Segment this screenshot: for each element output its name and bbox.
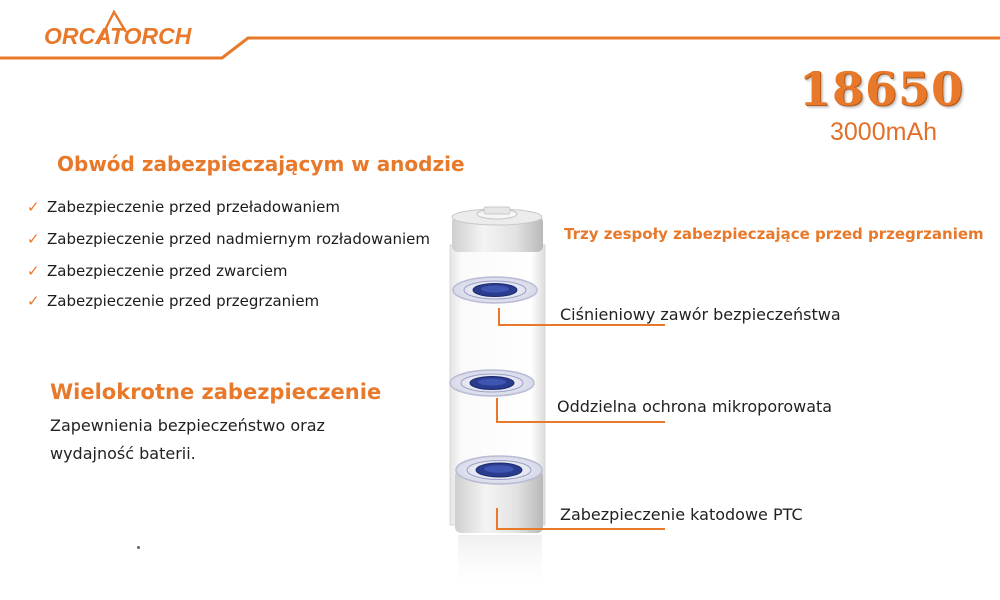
feature-label: Zabezpieczenie przed nadmiernym rozładowaniem (47, 230, 431, 248)
protection-disc (453, 277, 537, 303)
checkmark-icon: ✓ (27, 262, 40, 280)
feature-item (27, 262, 288, 280)
battery-illustration (400, 190, 670, 600)
callout-ptc-cathode: Zabezpieczenie katodowe PTC (560, 505, 803, 524)
feature-label: Zabezpieczenie przed zwarciem (47, 262, 288, 280)
multi-protection-title: Wielokrotne zabezpieczenie (50, 380, 382, 404)
checkmark-icon: ✓ (27, 230, 40, 248)
callout-microporous-separator: Oddzielna ochrona mikroporowata (557, 397, 833, 416)
feature-label: Zabezpieczenie przed przeładowaniem (47, 198, 341, 216)
model-number: 18650 (798, 62, 964, 116)
thermal-protection-title: Trzy zespoły zabezpieczające przed przegrzaniem (564, 225, 984, 243)
protection-disc (450, 370, 534, 396)
logo-text: ORCATORCH (44, 23, 192, 49)
stray-mark (137, 546, 140, 549)
checkmark-icon: ✓ (27, 198, 40, 216)
orcatorch-logo (42, 6, 217, 51)
checkmark-icon: ✓ (27, 292, 40, 310)
anode-section-title: Obwód zabezpieczającym w anodzie (57, 152, 465, 176)
multi-protection-description-line: wydajność baterii. (50, 444, 196, 463)
multi-protection-description-line: Zapewnienia bezpieczeństwo oraz (50, 416, 325, 435)
feature-label: Zabezpieczenie przed przegrzaniem (47, 292, 320, 310)
callout-pressure-valve: Ciśnieniowy zawór bezpieczeństwa (560, 305, 841, 324)
feature-item (27, 198, 340, 216)
battery-capacity: 3000mAh (830, 118, 938, 146)
feature-item (27, 292, 319, 310)
protection-disc (456, 456, 542, 484)
feature-item (27, 230, 430, 248)
